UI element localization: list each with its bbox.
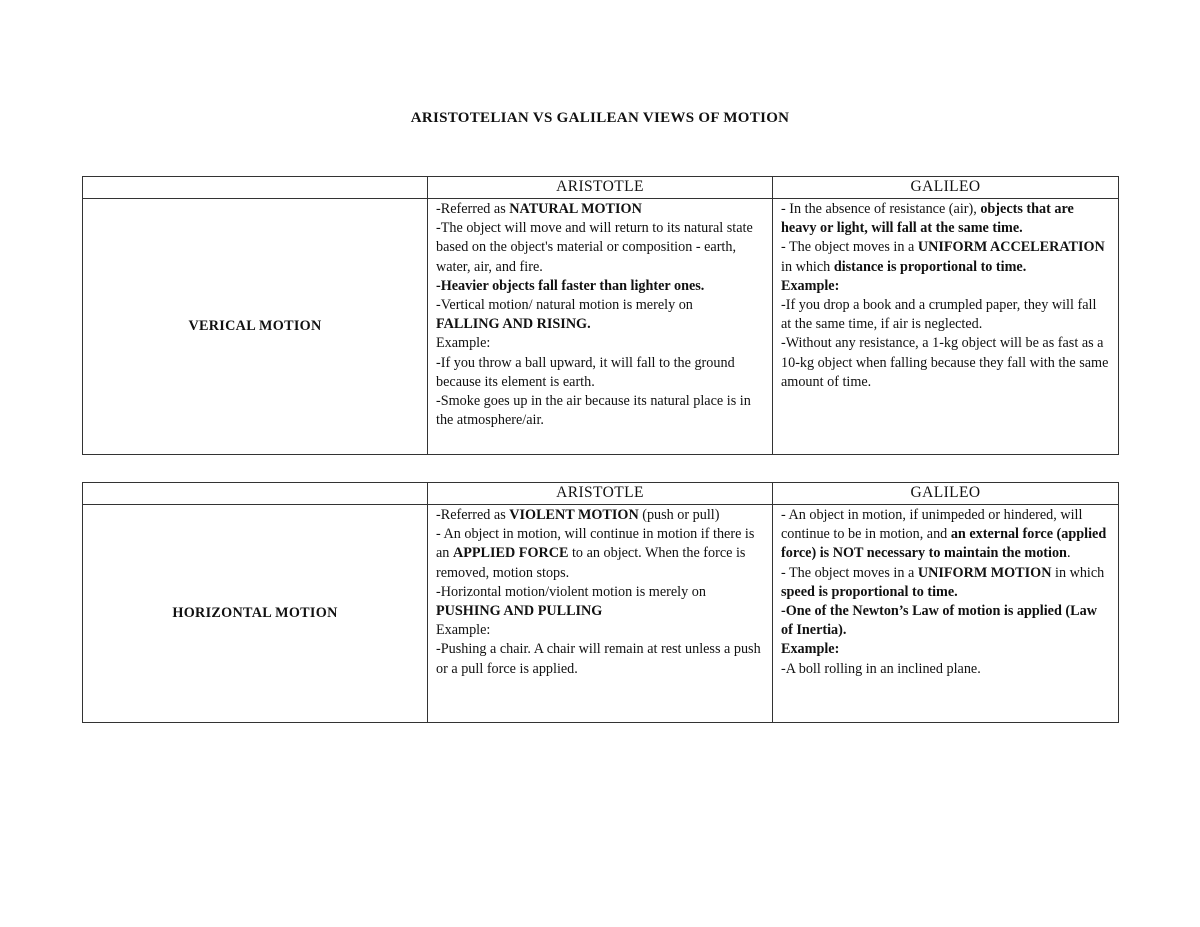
- header-galileo: GALILEO: [773, 177, 1119, 199]
- galileo-uniform-acceleration: - The object moves in a UNIFORM ACCELERATION in which distance is proportional to time.: [781, 239, 1105, 275]
- galileo-example-mass: -Without any resistance, a 1-kg object will be as fast as a 10-kg object when falling because they fall with the same amount of time.: [781, 335, 1109, 390]
- aristotle-example-chair: -Pushing a chair. A chair will remain at rest unless a push or a pull force is applied.: [436, 641, 761, 677]
- aristotle-horizontal-cell: [428, 505, 773, 723]
- galileo-uniform-motion: - The object moves in a UNIFORM MOTION in which speed is proportional to time.: [781, 564, 1105, 600]
- galileo-absence-resistance: - In the absence of resistance (air), objects that are heavy or light, will fall at the same time.: [781, 201, 1074, 237]
- row-label-horizontal-motion: HORIZONTAL MOTION: [83, 505, 428, 723]
- aristotle-vertical-cell: [428, 199, 773, 455]
- table-row: [83, 505, 1119, 723]
- header-empty-cell: [83, 177, 428, 199]
- header-empty-cell: [83, 483, 428, 505]
- example-label: Example:: [436, 622, 491, 639]
- page-title: ARISTOTELIAN VS GALILEAN VIEWS OF MOTION: [410, 110, 790, 126]
- aristotle-natural-state: -The object will move and will return to its natural state based on the object's material or composition - earth, water, air, and fire.: [436, 220, 753, 275]
- aristotle-example-ball: -If you throw a ball upward, it will fall to the ground because its element is earth.: [436, 354, 735, 390]
- aristotle-definition: -Referred as NATURAL MOTION: [436, 201, 642, 217]
- header-galileo: GALILEO: [773, 483, 1119, 505]
- aristotle-example-smoke: -Smoke goes up in the air because its natural place is in the atmosphere/air.: [436, 393, 751, 429]
- aristotle-falling-rising: FALLING AND RISING.: [436, 316, 591, 333]
- galileo-example-book: -If you drop a book and a crumpled paper, they will fall at the same time, if air is neglected.: [781, 297, 1097, 333]
- aristotle-applied-force: - An object in motion, will continue in motion if there is an APPLIED FORCE to an object. When the force is removed, motion stops.: [436, 526, 755, 581]
- galileo-example-ball: -A boll rolling in an inclined plane.: [781, 660, 981, 677]
- table-row: [83, 199, 1119, 455]
- galileo-newton-law: -One of the Newton’s Law of motion is applied (Law of Inertia).: [781, 603, 1097, 639]
- example-label: Example:: [781, 641, 840, 658]
- row-label-vertical-motion: VERICAL MOTION: [83, 199, 428, 455]
- horizontal-motion-table: [82, 482, 1119, 723]
- vertical-motion-table: [82, 176, 1119, 455]
- aristotle-pushing-pulling: PUSHING AND PULLING: [436, 603, 603, 620]
- header-aristotle: ARISTOTLE: [428, 177, 773, 199]
- aristotle-heavier-objects: -Heavier objects fall faster than lighter ones.: [436, 277, 705, 294]
- table-header-row: [83, 177, 1119, 199]
- example-label: Example:: [781, 277, 840, 294]
- header-aristotle: ARISTOTLE: [428, 483, 773, 505]
- galileo-unimpeded-motion: - An object in motion, if unimpeded or hindered, will continue to be in motion, and an external force (applied force) is NOT necessary to maintain the motion.: [781, 507, 1107, 562]
- galileo-vertical-cell: [773, 199, 1119, 455]
- galileo-horizontal-cell: [773, 505, 1119, 723]
- example-label: Example:: [436, 335, 491, 352]
- aristotle-definition: -Referred as VIOLENT MOTION (push or pull): [436, 507, 720, 523]
- aristotle-horizontal-note: -Horizontal motion/violent motion is merely on: [436, 583, 706, 600]
- table-header-row: [83, 483, 1119, 505]
- aristotle-vertical-note: -Vertical motion/ natural motion is merely on: [436, 297, 693, 314]
